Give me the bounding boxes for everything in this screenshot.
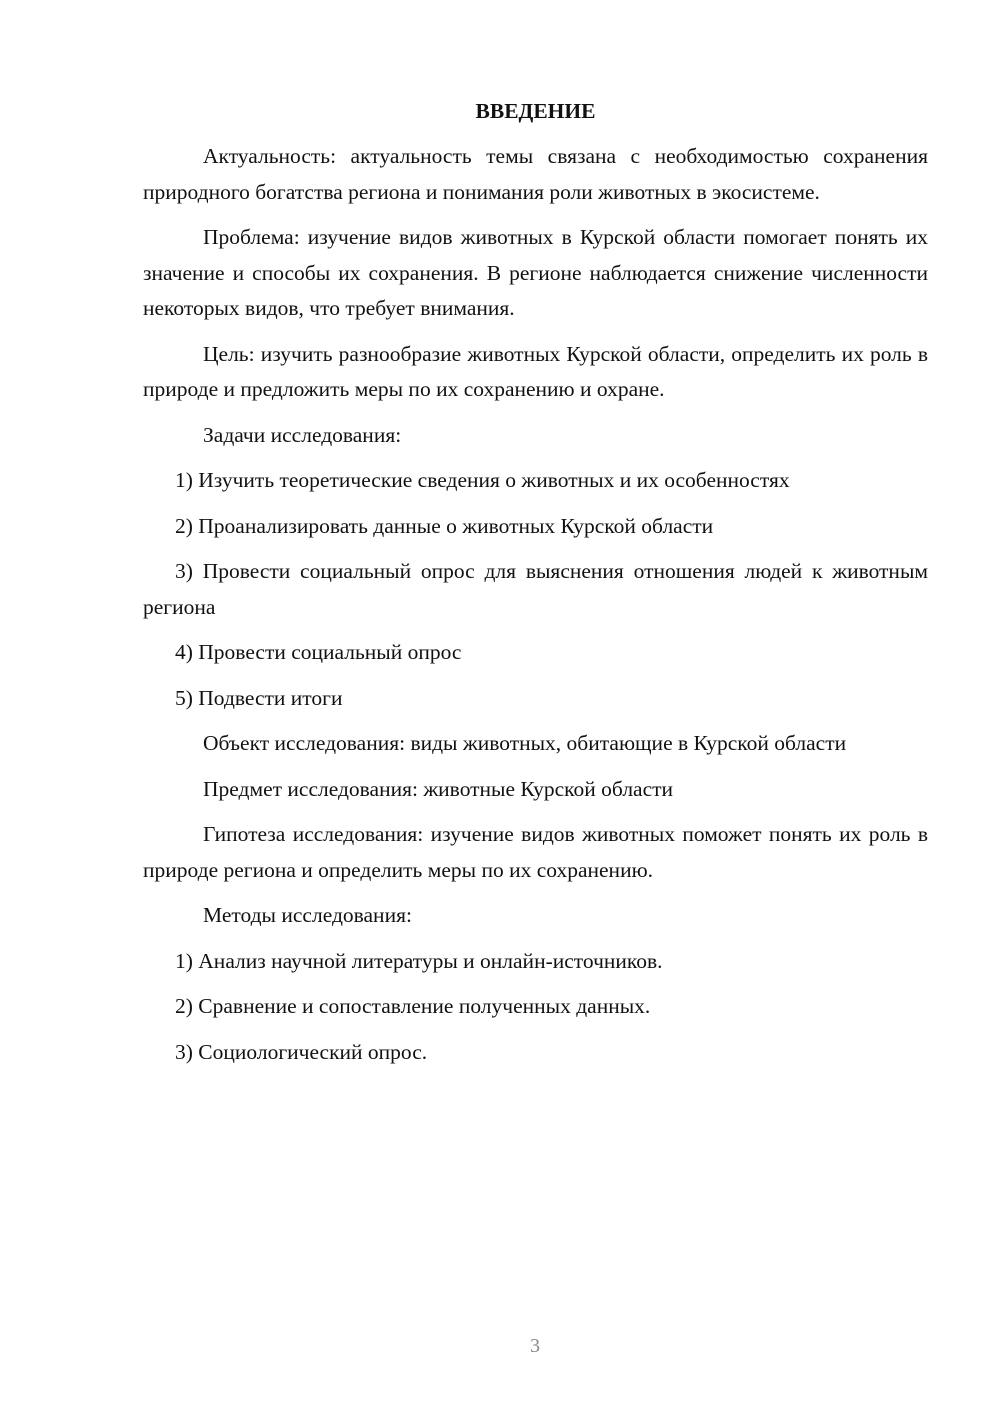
task-item-1: 1) Изучить теоретические сведения о животных и их особенностях xyxy=(175,468,790,492)
task-item-3: 3) Провести социальный опрос для выяснения отношения людей к животным региона xyxy=(143,559,928,619)
relevance-paragraph: Актуальность: актуальность темы связана с необходимостью сохранения природного богатства региона и понимания роли животных в экосистеме. xyxy=(143,144,928,204)
methods-heading: Методы исследования: xyxy=(203,903,412,927)
page-content xyxy=(143,93,928,1080)
tasks-heading: Задачи исследования: xyxy=(203,422,402,447)
task-item-4: 4) Провести социальный опрос xyxy=(175,640,462,664)
method-item-1: 1) Анализ научной литературы и онлайн-источников. xyxy=(175,948,663,973)
hypothesis-paragraph: Гипотеза исследования: изучение видов животных поможет понять их роль в природе региона и определить меры по их сохранению. xyxy=(143,822,928,882)
method-item-2: 2) Сравнение и сопоставление полученных данных. xyxy=(175,994,651,1018)
problem-paragraph: Проблема: изучение видов животных в Курской области помогает понять их значение и способы их сохранения. В регионе наблюдается снижение численности некоторых видов, что требует внимания. xyxy=(143,225,928,320)
task-item-5: 5) Подвести итоги xyxy=(175,685,343,710)
page-number: 3 xyxy=(530,1335,540,1357)
subject-paragraph: Предмет исследования: животные Курской области xyxy=(203,776,674,801)
method-item-3: 3) Социологический опрос. xyxy=(175,1039,428,1064)
section-heading: ВВЕДЕНИЕ xyxy=(475,99,596,123)
object-paragraph: Объект исследования: виды животных, обитающие в Курской области xyxy=(203,731,847,755)
task-item-2: 2) Проанализировать данные о животных Курской области xyxy=(175,513,714,538)
goal-paragraph: Цель: изучить разнообразие животных Курской области, определить их роль в природе и предложить меры по их сохранению и охране. xyxy=(143,341,928,401)
